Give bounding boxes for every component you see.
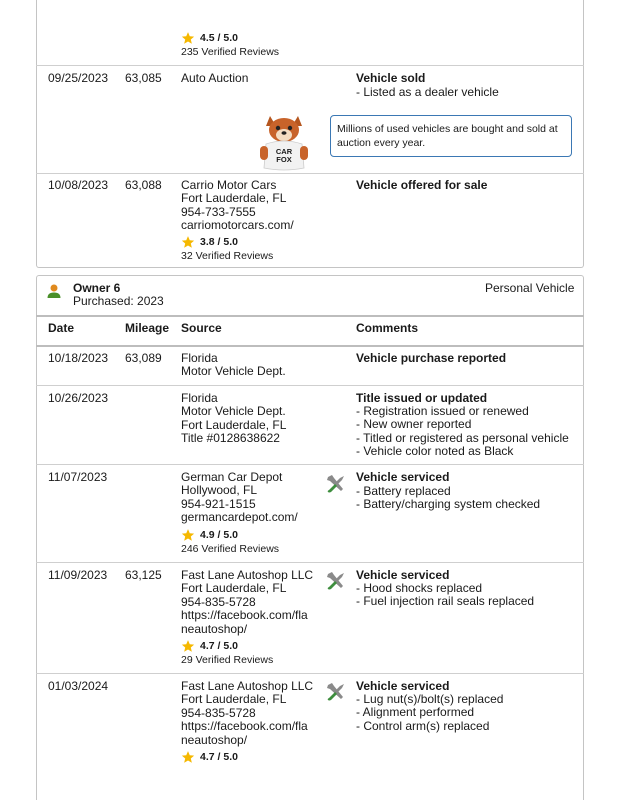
comment-item: - Hood shocks replaced xyxy=(356,581,483,595)
row-source: Florida Motor Vehicle Dept. xyxy=(181,351,286,379)
star-icon xyxy=(181,639,195,653)
comment-item: - Battery replaced xyxy=(356,484,451,498)
row-comment-list xyxy=(356,582,534,609)
service-wrench-icon xyxy=(325,570,347,592)
row-comment-title: Vehicle purchase reported xyxy=(356,351,507,365)
row-comment-list xyxy=(356,405,569,459)
rating-value: 3.8 / 5.0 xyxy=(200,236,238,248)
owner-vehicle-type: Personal Vehicle xyxy=(485,281,575,295)
row-source: Florida Motor Vehicle Dept. Fort Lauderdale, FL Title #0128638622 xyxy=(181,391,287,446)
rating xyxy=(181,639,238,653)
review-count: 246 Verified Reviews xyxy=(181,543,280,555)
rating xyxy=(181,235,238,249)
comment-item: - Battery/charging system checked xyxy=(356,497,541,512)
row-source: Auto Auction xyxy=(181,71,249,85)
owner-title: Owner 6 xyxy=(73,281,121,295)
row-comment-title: Title issued or updated xyxy=(356,391,488,405)
comment-item: - Registration issued or renewed xyxy=(356,404,529,418)
comment-item: - Listed as a dealer vehicle xyxy=(356,85,499,99)
comment-item: - New owner reported xyxy=(356,417,472,432)
comment-item: - Fuel injection rail seals replaced xyxy=(356,594,535,609)
tip-text: Millions of used vehicles are bought and sold at auction every year. xyxy=(337,123,558,149)
service-wrench-icon xyxy=(325,473,347,495)
row-divider xyxy=(36,385,584,386)
row-date: 01/03/2024 xyxy=(48,679,109,693)
rating-value: 4.5 / 5.0 xyxy=(200,32,238,44)
row-comment-list xyxy=(356,485,540,512)
row-comment-title: Vehicle serviced xyxy=(356,470,450,484)
row-mileage: 63,125 xyxy=(125,568,162,582)
row-comment-title: Vehicle sold xyxy=(356,71,426,85)
star-icon xyxy=(181,528,195,542)
row-divider xyxy=(36,673,584,674)
row-divider xyxy=(36,173,584,174)
row-source: Fast Lane Autoshop LLC Fort Lauderdale, FL 954-835-5728 https://facebook.com/fla neautoshop/ xyxy=(181,568,314,636)
rating-value: 4.9 / 5.0 xyxy=(200,529,238,541)
star-icon xyxy=(181,31,195,45)
row-source: German Car Depot Hollywood, FL 954-921-1515 germancardepot.com/ xyxy=(181,470,298,525)
row-comment-title: Vehicle serviced xyxy=(356,679,450,693)
comment-item: - Control arm(s) replaced xyxy=(356,718,490,733)
star-icon xyxy=(181,750,195,764)
header-divider xyxy=(36,345,584,347)
mascot-shirt-line1: CAR xyxy=(275,147,293,156)
header-mileage: Mileage xyxy=(125,321,170,335)
review-count: 32 Verified Reviews xyxy=(181,250,274,262)
rating-value: 4.7 / 5.0 xyxy=(200,640,238,652)
owner-person-icon xyxy=(46,283,62,299)
comment-item: - Alignment performed xyxy=(356,705,475,720)
carfox-mascot-icon xyxy=(256,110,312,172)
row-date: 10/08/2023 xyxy=(48,178,109,192)
row-date: 09/25/2023 xyxy=(48,71,109,85)
row-mileage: 63,089 xyxy=(125,351,162,365)
row-date: 10/18/2023 xyxy=(48,351,109,365)
star-icon xyxy=(181,235,195,249)
row-comment-list xyxy=(356,693,503,733)
rating xyxy=(181,31,238,45)
review-count: 29 Verified Reviews xyxy=(181,654,274,666)
comment-item: - Vehicle color noted as Black xyxy=(356,444,514,459)
rating xyxy=(181,528,238,542)
row-mileage: 63,085 xyxy=(125,71,162,85)
row-divider xyxy=(36,65,584,66)
comment-item: - Titled or registered as personal vehicle xyxy=(356,430,569,445)
row-divider xyxy=(36,562,584,563)
row-date: 10/26/2023 xyxy=(48,391,109,405)
service-wrench-icon xyxy=(325,681,347,703)
row-comment-list xyxy=(356,86,499,99)
row-source: Carrio Motor Cars Fort Lauderdale, FL 954-733-7555 carriomotorcars.com/ xyxy=(181,178,294,233)
rating-value: 4.7 / 5.0 xyxy=(200,751,238,763)
row-mileage: 63,088 xyxy=(125,178,162,192)
row-date: 11/07/2023 xyxy=(48,470,108,484)
review-count: 235 Verified Reviews xyxy=(181,46,280,58)
header-source: Source xyxy=(181,321,222,335)
row-divider xyxy=(36,464,584,465)
auction-tip-callout xyxy=(330,115,572,157)
header-date: Date xyxy=(48,321,75,335)
header-divider xyxy=(36,315,584,317)
header-comments: Comments xyxy=(356,321,419,335)
owner-purchased: Purchased: 2023 xyxy=(73,294,164,308)
row-comment-title: Vehicle serviced xyxy=(356,568,450,582)
row-source: Fast Lane Autoshop LLC Fort Lauderdale, FL 954-835-5728 https://facebook.com/fla neautoshop/ xyxy=(181,679,314,747)
rating xyxy=(181,750,238,764)
mascot-shirt-line2: FOX xyxy=(276,155,292,164)
row-comment-title: Vehicle offered for sale xyxy=(356,178,488,192)
comment-item: - Lug nut(s)/bolt(s) replaced xyxy=(356,692,504,706)
row-date: 11/09/2023 xyxy=(48,568,108,582)
